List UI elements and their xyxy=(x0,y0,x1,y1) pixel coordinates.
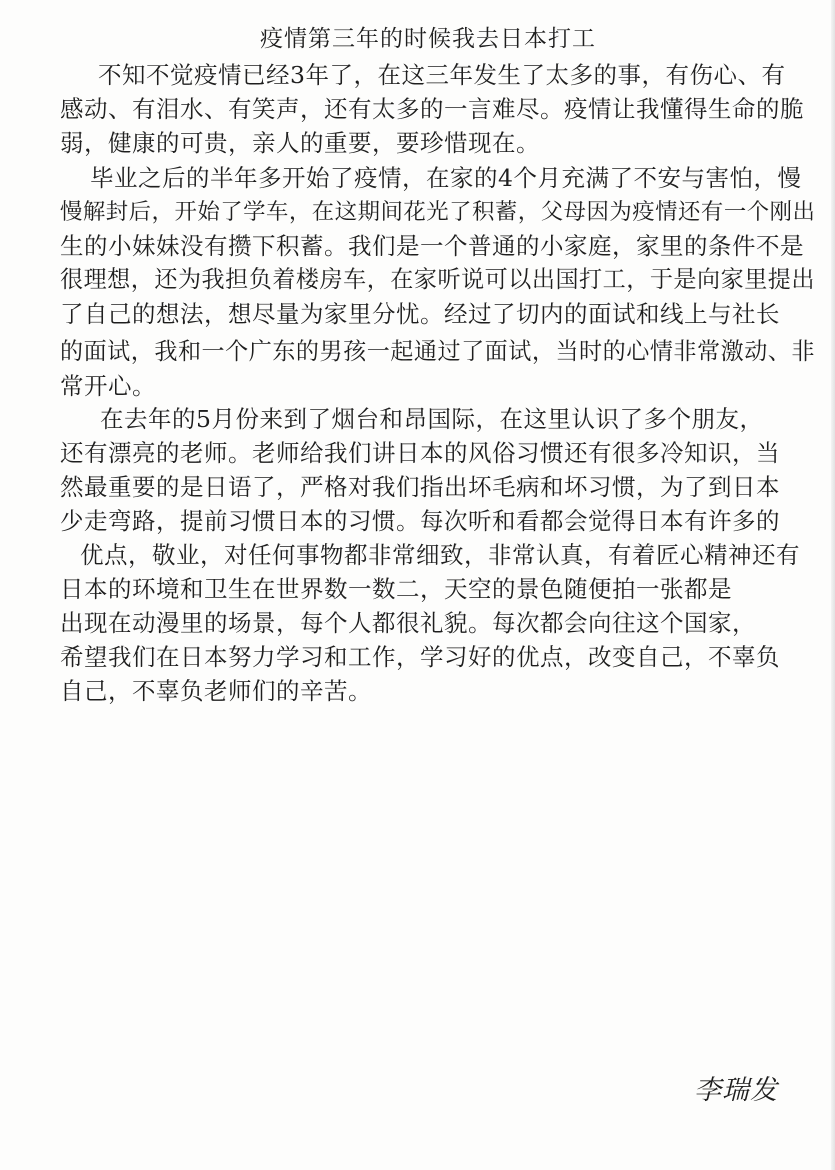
letter-line: 出现在动漫里的场景，每个人都很礼貌。每次都会向往这个国家， xyxy=(60,609,756,637)
letter-line: 在去年的5月份来到了烟台和昂国际，在这里认识了多个朋友， xyxy=(100,405,764,433)
letter-line: 优点，敬业，对任何事物都非常细致，非常认真，有着匠心精神还有 xyxy=(80,541,800,569)
letter-line: 生的小妹妹没有攒下积蓄。我们是一个普通的小家庭，家里的条件不是 xyxy=(60,232,804,260)
letter-line: 日本的环境和卫生在世界数一数二，天空的景色随便拍一张都是 xyxy=(60,575,732,603)
letter-line: 慢解封后，开始了学车，在这期间花光了积蓄，父母因为疫情还有一个刚出 xyxy=(60,199,816,225)
letter-line: 的面试，我和一个广东的男孩一起通过了面试，当时的心情非常激动、非 xyxy=(60,339,815,365)
letter-line: 弱，健康的可贵，亲人的重要，要珍惜现在。 xyxy=(60,129,540,157)
letter-line: 感动、有泪水、有笑声，还有太多的一言难尽。疫情让我懂得生命的脆 xyxy=(60,95,804,123)
letter-line: 常开心。 xyxy=(60,372,156,400)
letter-line: 不知不觉疫情已经3年了，在这三年发生了太多的事，有伤心、有 xyxy=(98,61,786,89)
letter-line: 然最重要的是日语了，严格对我们指出坏毛病和坏习惯，为了到日本 xyxy=(60,473,780,501)
letter-line: 自己，不辜负老师们的辛苦。 xyxy=(60,677,372,705)
letter-line: 很理想，还为我担负着楼房车，在家听说可以出国打工，于是向家里提出 xyxy=(60,267,815,293)
letter-line: 毕业之后的半年多开始了疫情，在家的4个月充满了不安与害怕，慢 xyxy=(90,164,802,192)
letter-line: 希望我们在日本努力学习和工作，学习好的优点，改变自己，不辜负 xyxy=(60,643,780,671)
letter-title: 疫情第三年的时候我去日本打工 xyxy=(260,26,596,52)
letter-line: 少走弯路，提前习惯日本的习惯。每次听和看都会觉得日本有许多的 xyxy=(60,507,780,535)
letter-line: 了自己的想法，想尽量为家里分忧。经过了切内的面试和线上与社长 xyxy=(60,300,780,328)
signature: 李瑞发 xyxy=(694,1075,778,1106)
letter-line: 还有漂亮的老师。老师给我们讲日本的风俗习惯还有很多冷知识，当 xyxy=(60,439,780,467)
paper-edge xyxy=(831,0,835,1170)
